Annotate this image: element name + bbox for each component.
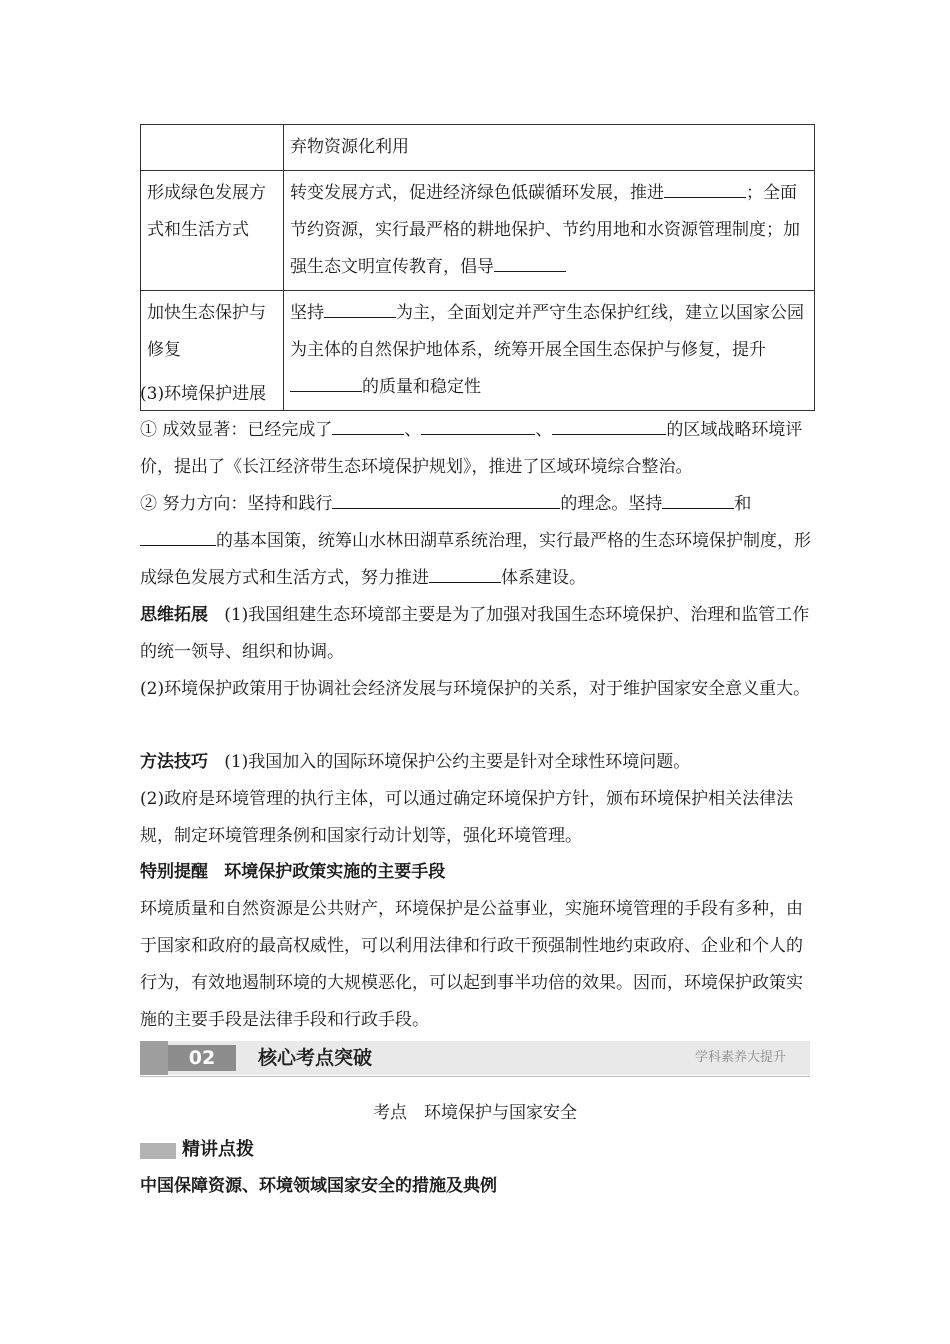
text: (1)我国加入的国际环境保护公约主要是针对全球性环境问题。 bbox=[224, 752, 691, 772]
blank bbox=[421, 417, 535, 435]
text: 、 bbox=[535, 420, 553, 440]
table-cell bbox=[284, 171, 815, 291]
fangfa-s2: (2)政府是环境管理的执行主体，可以通过确定环境保护方针，颁布环境保护相关法律法规，制定环境管理条例和国家行动计划等，强化环境管理。 bbox=[140, 789, 794, 846]
blank bbox=[332, 417, 404, 435]
blank bbox=[664, 180, 736, 198]
fangfa-label: 方法技巧 bbox=[140, 752, 208, 772]
text: 的理念。坚持 bbox=[560, 494, 663, 514]
siwei-s2: (2)环境保护政策用于协调社会经济发展与环境保护的关系，对于维护国家安全意义重大。 bbox=[140, 679, 811, 699]
banner-title: 核心考点突破 bbox=[258, 1047, 373, 1069]
text: (1)我国组建生态环境部主要是为了加强对我国生态环境保护、治理和监管工作的统一领导、组织和协调。 bbox=[140, 605, 810, 662]
text: 坚持 bbox=[290, 303, 324, 323]
blank bbox=[552, 417, 666, 435]
text: 的区域战略环境评价，提出了《长江经济带生态环境保护规划》，推进了区域环境综合整治。 bbox=[140, 420, 803, 477]
blank bbox=[332, 491, 560, 509]
heading-bar bbox=[140, 1143, 176, 1159]
siwei-label: 思维拓展 bbox=[140, 605, 208, 625]
blank bbox=[140, 528, 216, 546]
text: 为主，全面划定并严守生态保护红线，建立以国家公园为主体的自然保护地体系，统筹开展全国生态保护与修复，提升 bbox=[290, 303, 804, 360]
progress-item-2 bbox=[140, 486, 815, 597]
blank bbox=[324, 300, 396, 318]
text: 的基本国策，统筹山水林田湖草系统治理，实行最严格的生态环境保护制度，形成绿色发展方式和生活方式，努力推进 bbox=[140, 531, 811, 588]
table-cell: 加快生态保护与修复 bbox=[141, 291, 284, 411]
text: 的质量和稳定性 bbox=[362, 377, 481, 397]
siwei-s1 bbox=[140, 597, 815, 671]
text: 和 bbox=[734, 494, 752, 514]
blank bbox=[736, 180, 746, 198]
progress-item-1 bbox=[140, 412, 815, 486]
table-row bbox=[141, 171, 815, 291]
table-cell: 弃物资源化利用 bbox=[284, 125, 815, 171]
text: 体系建设。 bbox=[501, 568, 586, 588]
table-cell bbox=[141, 125, 284, 171]
final-heading: 中国保障资源、环境领域国家安全的措施及典例 bbox=[140, 1176, 497, 1196]
tebie-title: 环境保护政策实施的主要手段 bbox=[224, 862, 446, 882]
jingjiang-label: 精讲点拨 bbox=[182, 1139, 254, 1160]
tebie-body: 环境质量和自然资源是公共财产，环境保护是公益事业，实施环境管理的手段有多种，由于国家和政府的最高权威性，可以利用法律和行政干预强制性地约束政府、企业和个人的行为，有效地遏制环境的大规模恶化，可以起到事半功倍的效果。因而，环境保护政策实施的主要手段是法律手段和行政手段。 bbox=[140, 899, 803, 1030]
policy-table bbox=[140, 124, 815, 411]
progress-heading: (3)环境保护进展 bbox=[140, 384, 267, 404]
text: ② 努力方向：坚持和践行 bbox=[140, 494, 333, 514]
table-row bbox=[141, 125, 815, 171]
blank bbox=[429, 565, 501, 583]
blank bbox=[662, 491, 734, 509]
banner-divider bbox=[140, 1076, 810, 1077]
section-banner bbox=[140, 1041, 810, 1075]
text: 转变发展方式，促进经济绿色低碳循环发展，推进 bbox=[290, 183, 664, 203]
banner-number: 02 bbox=[168, 1045, 236, 1071]
blank bbox=[494, 254, 566, 272]
table-cell: 形成绿色发展方式和生活方式 bbox=[141, 171, 284, 291]
tebie-label: 特别提醒 bbox=[140, 862, 208, 882]
fangfa-s1 bbox=[140, 744, 815, 781]
banner-accent bbox=[140, 1041, 168, 1075]
banner-subtitle: 学科素养大提升 bbox=[694, 1050, 786, 1065]
tebie-heading bbox=[140, 854, 815, 891]
text: 、 bbox=[404, 420, 422, 440]
text: ；全面节约资源，实行最严格的耕地保护、节约用地和水资源管理制度；加强生态文明宣传教育，倡导 bbox=[290, 183, 800, 277]
kaodian-title: 考点 环境保护与国家安全 bbox=[373, 1103, 577, 1123]
text: ① 成效显著：已经完成了 bbox=[140, 420, 333, 440]
